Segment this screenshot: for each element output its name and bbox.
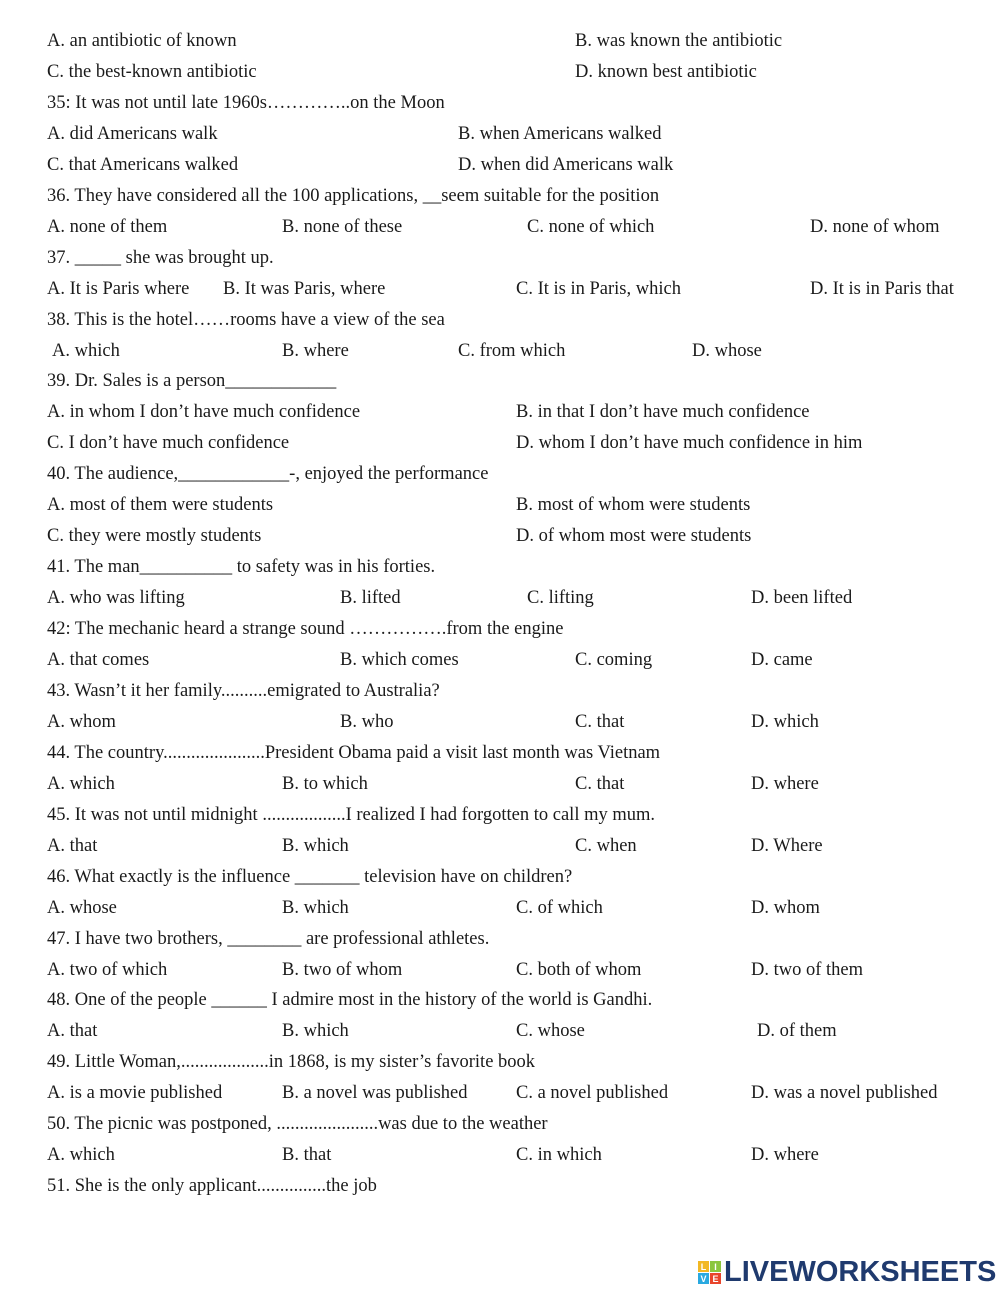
- answer-option: B. who: [340, 711, 394, 732]
- answer-option: A. two of which: [47, 959, 168, 980]
- live-badge-icon: [698, 1261, 721, 1284]
- badge-letter: E: [710, 1273, 721, 1284]
- answer-option: D. been lifted: [751, 588, 853, 609]
- answer-option: A. who was lifting: [47, 588, 185, 609]
- answer-option: D. two of them: [751, 959, 864, 980]
- answer-option: C. of which: [516, 897, 603, 918]
- answer-option: A. whose: [47, 897, 117, 918]
- answer-option: B. which: [282, 897, 349, 918]
- answer-option: C. a novel published: [516, 1083, 669, 1104]
- answer-option: B. a novel was published: [282, 1083, 468, 1104]
- answer-option: D. known best antibiotic: [575, 61, 757, 82]
- answer-option: D. whom: [751, 897, 820, 918]
- answer-option: A. in whom I don’t have much confidence: [47, 402, 361, 423]
- answer-option: A. most of them were students: [47, 495, 274, 516]
- answer-option: A. which: [47, 773, 115, 794]
- answer-option: D. where: [751, 773, 819, 794]
- question-text: 44. The country......................President Obama paid a visit last month was Vietnam: [47, 742, 661, 763]
- answer-option: D. whom I don’t have much confidence in him: [516, 433, 863, 454]
- answer-option: C. coming: [575, 650, 653, 670]
- question-text: 35: It was not until late 1960s…………..on the Moon: [47, 92, 445, 113]
- answer-option: C. the best-known antibiotic: [47, 61, 257, 82]
- answer-option: C. in which: [516, 1145, 602, 1166]
- answer-option: D. Where: [751, 835, 823, 856]
- question-text: 42: The mechanic heard a strange sound …………….from the engine: [47, 619, 564, 640]
- answer-option: B. lifted: [340, 588, 401, 609]
- answer-option: A. an antibiotic of known: [47, 31, 237, 51]
- badge-letter: L: [698, 1261, 709, 1272]
- answer-option: B. which comes: [340, 650, 459, 670]
- answer-option: D. where: [751, 1145, 819, 1166]
- answer-option: C. It is in Paris, which: [516, 278, 681, 299]
- answer-option: C. they were mostly students: [47, 526, 262, 547]
- answer-option: D. It is in Paris that: [810, 278, 954, 299]
- question-text: 40. The audience,____________-, enjoyed the performance: [47, 464, 489, 485]
- question-text: 47. I have two brothers, ________ are professional athletes.: [47, 928, 490, 949]
- answer-option: D. none of whom: [810, 216, 940, 237]
- answer-option: C. that: [575, 711, 625, 732]
- answer-option: B. that: [282, 1145, 332, 1166]
- liveworksheets-logo: [698, 1256, 996, 1289]
- question-text: 41. The man__________ to safety was in his forties.: [47, 557, 436, 578]
- answer-option: C. from which: [458, 340, 566, 361]
- answer-option: B. none of these: [282, 216, 403, 237]
- answer-option: B. in that I don’t have much confidence: [516, 402, 810, 423]
- answer-option: D. when did Americans walk: [458, 154, 674, 175]
- question-text: 38. This is the hotel……rooms have a view of the sea: [47, 309, 445, 330]
- question-text: 51. She is the only applicant...............the job: [47, 1176, 377, 1197]
- answer-option: B. two of whom: [282, 959, 403, 980]
- answer-option: D. came: [751, 650, 813, 670]
- question-text: 50. The picnic was postponed, ......................was due to the weather: [47, 1114, 548, 1135]
- answer-option: C. none of which: [527, 216, 655, 237]
- answer-option: A. did Americans walk: [47, 123, 218, 144]
- answer-option: A. is a movie published: [47, 1083, 223, 1104]
- answer-option: D. whose: [692, 340, 762, 361]
- answer-option: A. none of them: [47, 216, 168, 237]
- answer-option: A. that comes: [47, 650, 150, 670]
- question-text: 37. _____ she was brought up.: [47, 247, 274, 268]
- badge-letter: V: [698, 1273, 709, 1284]
- question-text: 46. What exactly is the influence _______ television have on children?: [47, 866, 573, 887]
- answer-option: D. which: [751, 711, 819, 732]
- answer-option: D. of whom most were students: [516, 526, 752, 547]
- answer-option: B. where: [282, 340, 349, 361]
- question-text: 48. One of the people ______ I admire most in the history of the world is Gandhi.: [47, 990, 653, 1011]
- question-text: 36. They have considered all the 100 applications, __seem suitable for the position: [47, 185, 660, 206]
- answer-option: B. It was Paris, where: [223, 278, 386, 299]
- badge-letter: I: [710, 1261, 721, 1272]
- question-text: 39. Dr. Sales is a person____________: [47, 371, 337, 392]
- answer-option: B. which: [282, 1021, 349, 1042]
- answer-option: B. which: [282, 835, 349, 856]
- answer-option: B. to which: [282, 773, 368, 794]
- logo-text: LIVEWORKSHEETS: [724, 1256, 997, 1288]
- answer-option: D. of them: [757, 1021, 837, 1042]
- answer-option: C. lifting: [527, 588, 594, 609]
- question-text: 45. It was not until midnight ..................I realized I had forgotten to call my mum.: [47, 804, 655, 825]
- answer-option: C. both of whom: [516, 959, 642, 980]
- answer-option: A. which: [47, 1145, 115, 1166]
- answer-option: C. that: [575, 773, 625, 794]
- question-text: 43. Wasn’t it her family..........emigrated to Australia?: [47, 680, 440, 701]
- answer-option: C. that Americans walked: [47, 154, 239, 175]
- answer-option: B. when Americans walked: [458, 123, 662, 144]
- answer-option: B. most of whom were students: [516, 495, 751, 516]
- answer-option: A. It is Paris where: [47, 278, 190, 299]
- answer-option: A. whom: [47, 711, 116, 732]
- answer-option: C. I don’t have much confidence: [47, 433, 290, 454]
- answer-option: C. whose: [516, 1021, 585, 1042]
- answer-option: A. that: [47, 835, 98, 856]
- answer-option: C. when: [575, 835, 637, 856]
- answer-option: B. was known the antibiotic: [575, 31, 783, 51]
- answer-option: A. which: [52, 340, 120, 361]
- question-text: 49. Little Woman,...................in 1868, is my sister’s favorite book: [47, 1052, 536, 1073]
- answer-option: D. was a novel published: [751, 1083, 938, 1104]
- answer-option: A. that: [47, 1021, 98, 1042]
